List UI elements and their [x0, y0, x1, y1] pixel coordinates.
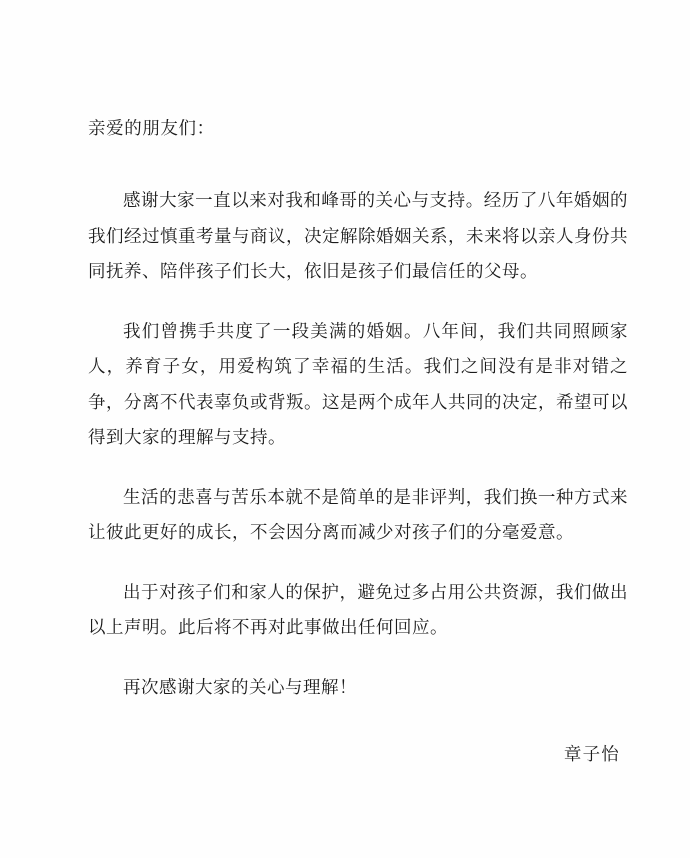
signature-name: 章子怡 — [563, 744, 620, 765]
statement-body — [88, 112, 628, 766]
paragraph-3: 生活的悲喜与苦乐本就不是简单的是非评判，我们换一种方式来让彼此更好的成长，不会因分离而减少对孩子们的分毫爱意。 — [88, 486, 628, 543]
paragraph-2: 我们曾携手共度了一段美满的婚姻。八年间，我们共同照顾家人，养育子女，用爱构筑了幸福的生活。我们之间没有是非对错之争，分离不代表辜负或背叛。这是两个成年人共同的决定，希望可以得到大家的理解与支持。 — [88, 320, 628, 448]
paragraph-5: 再次感谢大家的关心与理解！ — [123, 676, 357, 697]
salutation-line: 亲爱的朋友们： — [88, 118, 215, 138]
paragraph-1: 感谢大家一直以来对我和峰哥的关心与支持。经历了八年婚姻的我们经过慎重考量与商议，决定解除婚姻关系，未来将以亲人身份共同抚养、陪伴孩子们长大，依旧是孩子们最信任的父母。 — [88, 190, 628, 282]
paragraph-4: 出于对孩子们和家人的保护，避免过多占用公共资源，我们做出以上声明。此后将不再对此事做出任何回应。 — [88, 581, 628, 638]
signature-block — [88, 741, 628, 766]
